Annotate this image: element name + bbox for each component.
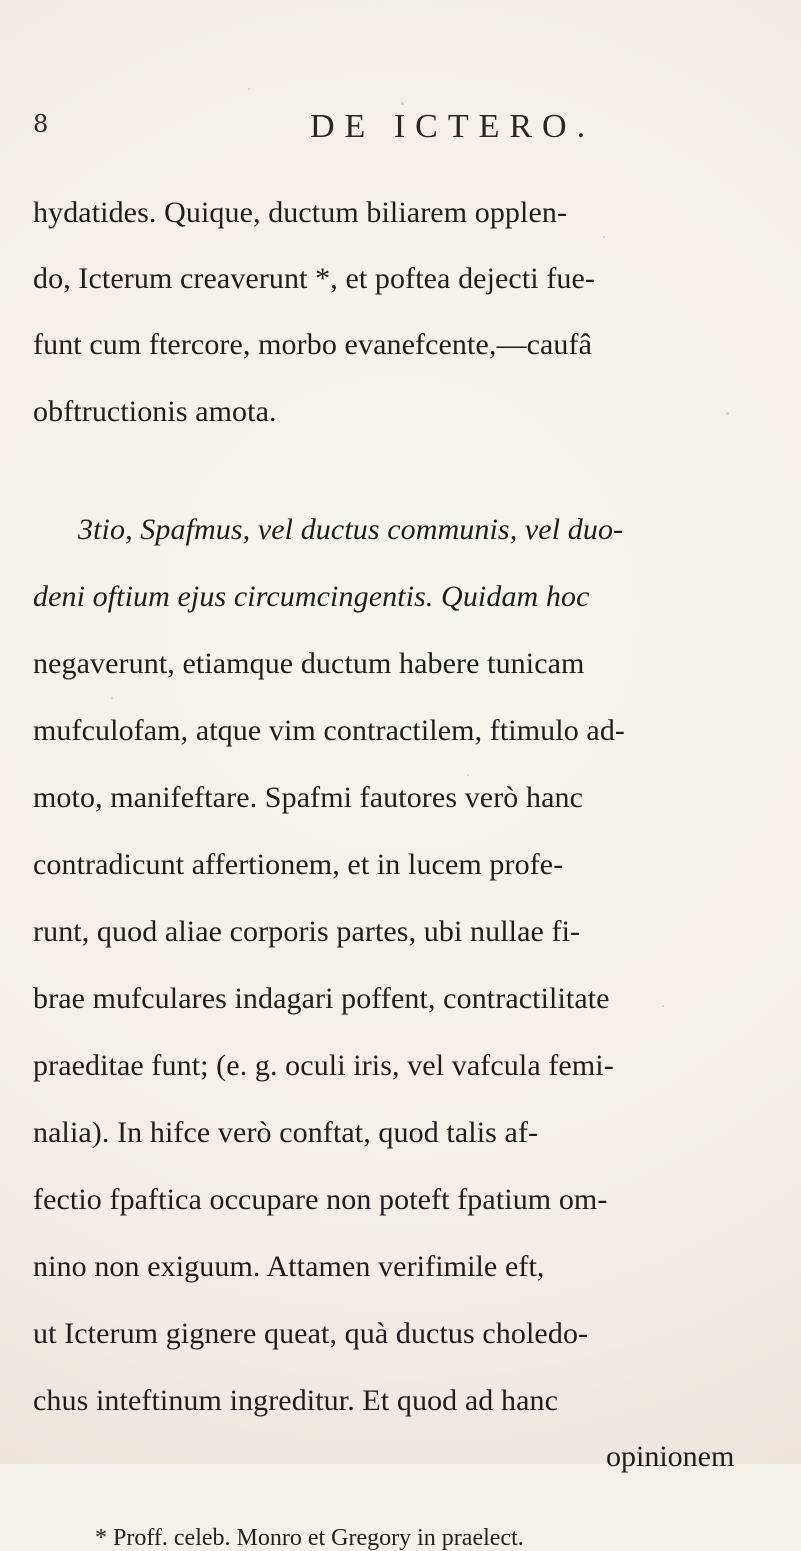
text-line: praeditae funt; (e. g. oculi iris, vel vafcula femi- <box>33 1049 614 1082</box>
text-line: nino non exiguum. Attamen verifimile eft, <box>33 1250 545 1283</box>
footnote: * Proff. celeb. Monro et Gregory in praelect. <box>95 1525 524 1551</box>
running-title: DE ICTERO. <box>310 108 596 145</box>
catchword: opinionem <box>606 1440 735 1473</box>
text-line: deni oftium ejus circumcingentis. Quidam hoc <box>33 580 590 613</box>
paper-speck <box>111 697 113 699</box>
paper-speck <box>306 1338 308 1340</box>
text-line: obftructionis amota. <box>33 395 277 428</box>
paper-speck <box>248 88 250 90</box>
page-number: 8 <box>33 110 49 138</box>
paper-speck <box>662 1005 664 1007</box>
text-line: contradicunt affertionem, et in lucem profe- <box>33 848 564 881</box>
text-line: moto, manifeftare. Spafmi fautores verò hanc <box>33 781 584 814</box>
paper-speck <box>401 102 404 105</box>
text-line: funt cum ftercore, morbo evanefcente,—caufâ <box>33 328 593 361</box>
text-line: mufculofam, atque vim contractilem, ftimulo ad- <box>33 714 626 747</box>
text-line: brae mufculares indagari poffent, contractilitate <box>33 982 610 1015</box>
paper-speck <box>467 774 469 776</box>
paper-speck <box>726 412 729 415</box>
text-line: negaverunt, etiamque ductum habere tunicam <box>33 647 585 680</box>
paragraph-line: 3tio, Spafmus, vel ductus communis, vel duo- <box>78 513 624 546</box>
text-line: do, Icterum creaverunt *, et poftea dejecti fue- <box>33 262 596 295</box>
text-line: chus inteftinum ingreditur. Et quod ad hanc <box>33 1384 559 1417</box>
text-line: ut Icterum gignere queat, quà ductus choledo- <box>33 1317 589 1350</box>
paper-speck <box>603 236 605 238</box>
text-line: hydatides. Quique, ductum biliarem opplen- <box>33 196 568 229</box>
text-line: fectio fpaftica occupare non poteft fpatium om- <box>33 1183 608 1216</box>
text-line: nalia). In hifce verò conftat, quod talis af- <box>33 1116 539 1149</box>
text-line: runt, quod aliae corporis partes, ubi nullae fi- <box>33 915 581 948</box>
